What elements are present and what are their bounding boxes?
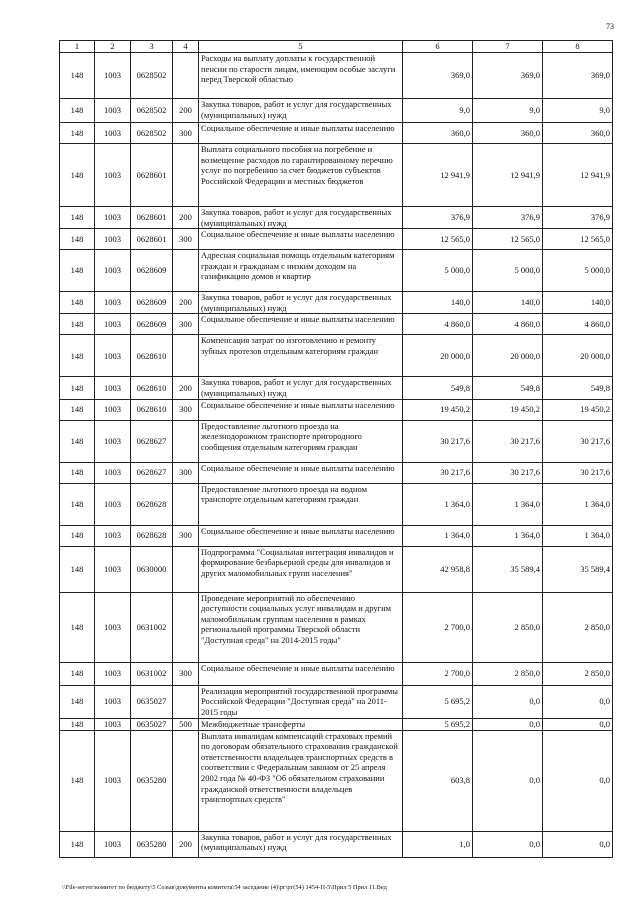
target-article-cell: 0631002 <box>131 592 173 662</box>
expense-type-cell: 200 <box>173 831 199 857</box>
amount-year-3-cell: 0,0 <box>543 718 613 730</box>
table-row <box>60 377 613 399</box>
section-code-cell: 1003 <box>95 314 131 335</box>
column-header: 2 <box>95 41 131 53</box>
amount-year-2-cell: 5 000,0 <box>473 250 543 292</box>
expense-type-cell <box>173 730 199 831</box>
amount-year-2-cell: 12 565,0 <box>473 229 543 250</box>
amount-year-3-cell: 549,8 <box>543 377 613 399</box>
expense-type-cell <box>173 335 199 377</box>
description-cell: Адресная социальная помощь отдельным категориям граждан и гражданам с низким доходом на газификацию домов и квартир <box>199 250 403 292</box>
target-article-cell: 0628628 <box>131 525 173 546</box>
target-article-cell: 0628502 <box>131 53 173 99</box>
table-row <box>60 335 613 377</box>
section-code-cell: 1003 <box>95 662 131 685</box>
section-code-cell: 1003 <box>95 377 131 399</box>
description-cell: Выплата инвалидам компенсаций страховых премий по договорам обязательного страхования гражданской ответственности владельцев транспортных средств в соответствии с Федеральным законом от 25 апреля 2002 года № 40-ФЗ "Об обязательном страховании гражданской ответственности владельцев транспортных средств" <box>199 730 403 831</box>
section-code-cell: 1003 <box>95 250 131 292</box>
expense-type-cell: 300 <box>173 462 199 483</box>
amount-year-3-cell: 360,0 <box>543 123 613 144</box>
target-article-cell: 0628609 <box>131 314 173 335</box>
amount-year-2-cell: 2 850,0 <box>473 662 543 685</box>
target-article-cell: 0635027 <box>131 685 173 718</box>
amount-year-3-cell: 0,0 <box>543 730 613 831</box>
section-code-cell: 1003 <box>95 546 131 592</box>
amount-year-2-cell: 376,9 <box>473 207 543 229</box>
amount-year-1-cell: 2 700,0 <box>403 592 473 662</box>
amount-year-2-cell: 4 860,0 <box>473 314 543 335</box>
table-row <box>60 420 613 462</box>
amount-year-2-cell: 1 364,0 <box>473 483 543 525</box>
row-code-cell: 148 <box>60 420 95 462</box>
column-header: 7 <box>473 41 543 53</box>
target-article-cell: 0628628 <box>131 483 173 525</box>
amount-year-1-cell: 5 695,2 <box>403 718 473 730</box>
amount-year-2-cell: 12 941,9 <box>473 144 543 207</box>
column-number-row <box>60 41 613 53</box>
table-row <box>60 831 613 857</box>
row-code-cell: 148 <box>60 592 95 662</box>
amount-year-2-cell: 0,0 <box>473 718 543 730</box>
description-cell: Закупка товаров, работ и услуг для государственных (муниципальных) нужд <box>199 207 403 229</box>
amount-year-2-cell: 360,0 <box>473 123 543 144</box>
amount-year-3-cell: 12 565,0 <box>543 229 613 250</box>
section-code-cell: 1003 <box>95 99 131 123</box>
section-code-cell: 1003 <box>95 335 131 377</box>
expense-type-cell <box>173 53 199 99</box>
section-code-cell: 1003 <box>95 730 131 831</box>
expense-type-cell <box>173 250 199 292</box>
amount-year-3-cell: 20 000,0 <box>543 335 613 377</box>
row-code-cell: 148 <box>60 831 95 857</box>
target-article-cell: 0628610 <box>131 335 173 377</box>
amount-year-2-cell: 0,0 <box>473 685 543 718</box>
amount-year-1-cell: 5 695,2 <box>403 685 473 718</box>
expense-type-cell <box>173 546 199 592</box>
row-code-cell: 148 <box>60 377 95 399</box>
amount-year-2-cell: 30 217,6 <box>473 462 543 483</box>
row-code-cell: 148 <box>60 718 95 730</box>
amount-year-1-cell: 376,9 <box>403 207 473 229</box>
table-row <box>60 144 613 207</box>
column-header: 1 <box>60 41 95 53</box>
expense-type-cell: 300 <box>173 525 199 546</box>
description-cell: Подпрограмма "Социальная интеграция инвалидов и формирование безбарьерной среды для инвалидов и других маломобильных групп населения" <box>199 546 403 592</box>
table-row <box>60 99 613 123</box>
row-code-cell: 148 <box>60 685 95 718</box>
description-cell: Реализация мероприятий государственной программы Российской Федерации "Доступная среда" на 2011-2015 годы <box>199 685 403 718</box>
amount-year-3-cell: 35 589,4 <box>543 546 613 592</box>
amount-year-1-cell: 369,0 <box>403 53 473 99</box>
page-number: 73 <box>606 22 614 31</box>
table-row <box>60 718 613 730</box>
table-row <box>60 399 613 420</box>
amount-year-1-cell: 360,0 <box>403 123 473 144</box>
amount-year-3-cell: 369,0 <box>543 53 613 99</box>
amount-year-3-cell: 376,9 <box>543 207 613 229</box>
amount-year-1-cell: 12 941,9 <box>403 144 473 207</box>
table-row <box>60 292 613 314</box>
amount-year-1-cell: 603,8 <box>403 730 473 831</box>
description-cell: Социальное обеспечение и иные выплаты населению <box>199 662 403 685</box>
amount-year-1-cell: 19 450,2 <box>403 399 473 420</box>
row-code-cell: 148 <box>60 462 95 483</box>
table-row <box>60 462 613 483</box>
amount-year-3-cell: 12 941,9 <box>543 144 613 207</box>
amount-year-3-cell: 2 850,0 <box>543 662 613 685</box>
section-code-cell: 1003 <box>95 420 131 462</box>
expense-type-cell: 200 <box>173 292 199 314</box>
description-cell: Социальное обеспечение и иные выплаты населению <box>199 123 403 144</box>
row-code-cell: 148 <box>60 546 95 592</box>
description-cell: Предоставление льготного проезда на железнодорожном транспорте пригородного сообщения отдельным категориям граждан <box>199 420 403 462</box>
table-row <box>60 229 613 250</box>
table-row <box>60 314 613 335</box>
amount-year-1-cell: 1,0 <box>403 831 473 857</box>
amount-year-1-cell: 2 700,0 <box>403 662 473 685</box>
expense-type-cell: 300 <box>173 314 199 335</box>
amount-year-1-cell: 30 217,6 <box>403 420 473 462</box>
description-cell: Предоставление льготного проезда на водном транспорте отдельным категориям граждан <box>199 483 403 525</box>
section-code-cell: 1003 <box>95 685 131 718</box>
column-header: 3 <box>131 41 173 53</box>
amount-year-3-cell: 0,0 <box>543 685 613 718</box>
section-code-cell: 1003 <box>95 123 131 144</box>
amount-year-3-cell: 30 217,6 <box>543 462 613 483</box>
amount-year-3-cell: 30 217,6 <box>543 420 613 462</box>
target-article-cell: 0631002 <box>131 662 173 685</box>
row-code-cell: 148 <box>60 250 95 292</box>
amount-year-2-cell: 1 364,0 <box>473 525 543 546</box>
table-row <box>60 123 613 144</box>
column-header: 6 <box>403 41 473 53</box>
table-row <box>60 592 613 662</box>
section-code-cell: 1003 <box>95 525 131 546</box>
target-article-cell: 0628601 <box>131 229 173 250</box>
row-code-cell: 148 <box>60 53 95 99</box>
amount-year-1-cell: 549,8 <box>403 377 473 399</box>
amount-year-2-cell: 2 850,0 <box>473 592 543 662</box>
row-code-cell: 148 <box>60 207 95 229</box>
amount-year-2-cell: 0,0 <box>473 831 543 857</box>
target-article-cell: 0628609 <box>131 250 173 292</box>
amount-year-1-cell: 1 364,0 <box>403 525 473 546</box>
target-article-cell: 0628502 <box>131 123 173 144</box>
amount-year-2-cell: 369,0 <box>473 53 543 99</box>
table-row <box>60 53 613 99</box>
expense-type-cell: 500 <box>173 718 199 730</box>
target-article-cell: 0628601 <box>131 207 173 229</box>
amount-year-3-cell: 140,0 <box>543 292 613 314</box>
description-cell: Проведение мероприятий по обеспечению доступности социальных услуг инвалидам и другим маломобильным группам населения в рамках региональной программы Тверской области "Доступная среда" на 2014-2015 годы" <box>199 592 403 662</box>
table-row <box>60 483 613 525</box>
target-article-cell: 0635280 <box>131 831 173 857</box>
expense-type-cell <box>173 483 199 525</box>
amount-year-2-cell: 0,0 <box>473 730 543 831</box>
description-cell: Выплата социального пособия на погребение и возмещение расходов по гарантированному перечню услуг по погребению за счет бюджетов субъектов Российской Федерации и местных бюджетов <box>199 144 403 207</box>
section-code-cell: 1003 <box>95 144 131 207</box>
expense-type-cell <box>173 144 199 207</box>
column-header: 4 <box>173 41 199 53</box>
amount-year-1-cell: 20 000,0 <box>403 335 473 377</box>
description-cell: Расходы на выплату доплаты к государственной пенсии по старости лицам, имеющим особые заслуги перед Тверской областью <box>199 53 403 99</box>
section-code-cell: 1003 <box>95 53 131 99</box>
amount-year-3-cell: 4 860,0 <box>543 314 613 335</box>
column-header: 8 <box>543 41 613 53</box>
file-path-footer: \\File-server\комитет по бюджету\5 Созыв\документы комитета\54 заседание (4)\рг\рг(54) 1454-П-5\Прил 5 Прил 11.Вед <box>62 884 387 891</box>
target-article-cell: 0628609 <box>131 292 173 314</box>
section-code-cell: 1003 <box>95 831 131 857</box>
row-code-cell: 148 <box>60 123 95 144</box>
description-cell: Межбюджетные трансферты <box>199 718 403 730</box>
amount-year-2-cell: 35 589,4 <box>473 546 543 592</box>
row-code-cell: 148 <box>60 730 95 831</box>
amount-year-1-cell: 9,0 <box>403 99 473 123</box>
row-code-cell: 148 <box>60 144 95 207</box>
section-code-cell: 1003 <box>95 592 131 662</box>
amount-year-2-cell: 30 217,6 <box>473 420 543 462</box>
section-code-cell: 1003 <box>95 462 131 483</box>
section-code-cell: 1003 <box>95 207 131 229</box>
expense-type-cell: 200 <box>173 377 199 399</box>
amount-year-3-cell: 1 364,0 <box>543 525 613 546</box>
amount-year-3-cell: 2 850,0 <box>543 592 613 662</box>
description-cell: Социальное обеспечение и иные выплаты населению <box>199 399 403 420</box>
amount-year-2-cell: 19 450,2 <box>473 399 543 420</box>
description-cell: Социальное обеспечение и иные выплаты населению <box>199 314 403 335</box>
description-cell: Закупка товаров, работ и услуг для государственных (муниципальных) нужд <box>199 377 403 399</box>
section-code-cell: 1003 <box>95 229 131 250</box>
target-article-cell: 0630000 <box>131 546 173 592</box>
target-article-cell: 0628610 <box>131 399 173 420</box>
target-article-cell: 0628627 <box>131 420 173 462</box>
target-article-cell: 0628610 <box>131 377 173 399</box>
amount-year-3-cell: 5 000,0 <box>543 250 613 292</box>
amount-year-3-cell: 9,0 <box>543 99 613 123</box>
target-article-cell: 0635280 <box>131 730 173 831</box>
row-code-cell: 148 <box>60 399 95 420</box>
expense-type-cell <box>173 685 199 718</box>
description-cell: Социальное обеспечение и иные выплаты населению <box>199 229 403 250</box>
amount-year-1-cell: 12 565,0 <box>403 229 473 250</box>
row-code-cell: 148 <box>60 335 95 377</box>
target-article-cell: 0635027 <box>131 718 173 730</box>
amount-year-3-cell: 0,0 <box>543 831 613 857</box>
table-row <box>60 207 613 229</box>
row-code-cell: 148 <box>60 229 95 250</box>
row-code-cell: 148 <box>60 292 95 314</box>
table-row <box>60 250 613 292</box>
amount-year-3-cell: 19 450,2 <box>543 399 613 420</box>
amount-year-2-cell: 20 000,0 <box>473 335 543 377</box>
expense-type-cell <box>173 420 199 462</box>
table-row <box>60 662 613 685</box>
description-cell: Закупка товаров, работ и услуг для государственных (муниципальных) нужд <box>199 99 403 123</box>
row-code-cell: 148 <box>60 99 95 123</box>
amount-year-2-cell: 140,0 <box>473 292 543 314</box>
amount-year-1-cell: 4 860,0 <box>403 314 473 335</box>
expense-type-cell: 200 <box>173 99 199 123</box>
description-cell: Социальное обеспечение и иные выплаты населению <box>199 525 403 546</box>
section-code-cell: 1003 <box>95 718 131 730</box>
expense-type-cell: 300 <box>173 399 199 420</box>
table-row <box>60 525 613 546</box>
amount-year-1-cell: 140,0 <box>403 292 473 314</box>
section-code-cell: 1003 <box>95 292 131 314</box>
amount-year-1-cell: 1 364,0 <box>403 483 473 525</box>
column-header: 5 <box>199 41 403 53</box>
description-cell: Социальное обеспечение и иные выплаты населению <box>199 462 403 483</box>
table-body <box>60 53 613 858</box>
row-code-cell: 148 <box>60 662 95 685</box>
amount-year-3-cell: 1 364,0 <box>543 483 613 525</box>
table-row <box>60 730 613 831</box>
expense-type-cell: 300 <box>173 123 199 144</box>
row-code-cell: 148 <box>60 483 95 525</box>
expense-type-cell: 300 <box>173 229 199 250</box>
expense-type-cell <box>173 592 199 662</box>
amount-year-1-cell: 42 958,8 <box>403 546 473 592</box>
expense-type-cell: 300 <box>173 662 199 685</box>
row-code-cell: 148 <box>60 314 95 335</box>
amount-year-2-cell: 9,0 <box>473 99 543 123</box>
amount-year-1-cell: 30 217,6 <box>403 462 473 483</box>
table-row <box>60 546 613 592</box>
table-row <box>60 685 613 718</box>
description-cell: Закупка товаров, работ и услуг для государственных (муниципальных) нужд <box>199 831 403 857</box>
amount-year-1-cell: 5 000,0 <box>403 250 473 292</box>
amount-year-2-cell: 549,8 <box>473 377 543 399</box>
row-code-cell: 148 <box>60 525 95 546</box>
section-code-cell: 1003 <box>95 483 131 525</box>
expense-type-cell: 200 <box>173 207 199 229</box>
description-cell: Компенсация затрат по изготовлению и ремонту зубных протезов отдельным категориям граждан <box>199 335 403 377</box>
budget-table <box>59 40 613 858</box>
description-cell: Закупка товаров, работ и услуг для государственных (муниципальных) нужд <box>199 292 403 314</box>
target-article-cell: 0628502 <box>131 99 173 123</box>
section-code-cell: 1003 <box>95 399 131 420</box>
target-article-cell: 0628627 <box>131 462 173 483</box>
target-article-cell: 0628601 <box>131 144 173 207</box>
